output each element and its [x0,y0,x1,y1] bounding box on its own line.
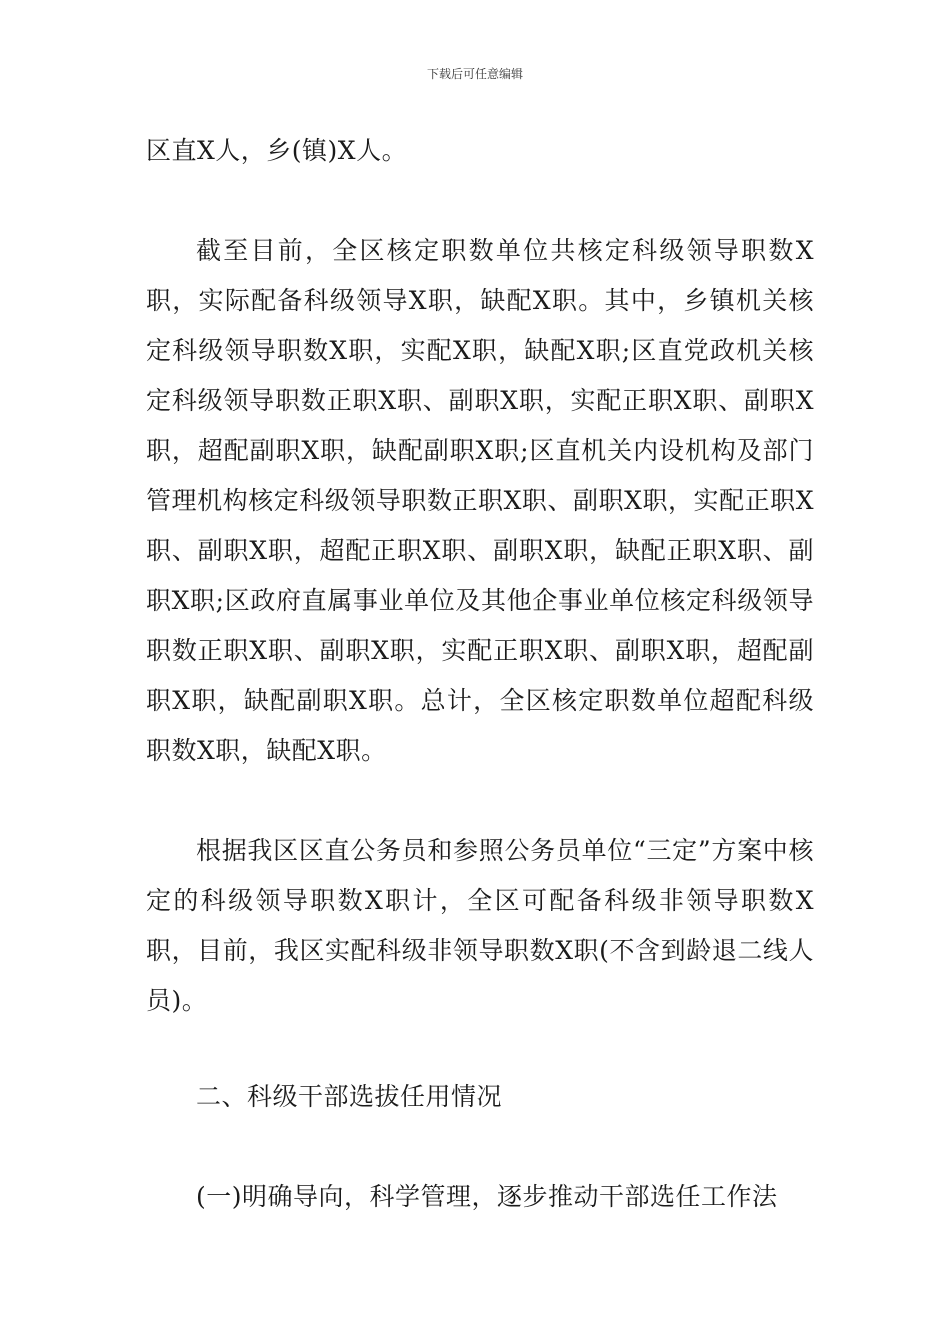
section-heading: 二、科级干部选拔任用情况 [196,1082,503,1111]
paragraph-1: 区直X人，乡(镇)X人。 [146,136,408,165]
paragraph-2: 截至目前，全区核定职数单位共核定科级领导职数X职，实际配备科级领导X职，缺配X职。其中，乡镇机关核定科级领导职数X职，实配X职，缺配X职;区直党政机关核定科级领导职数正职X职、副职X职，实配正职X职、副职X职，超配副职X职，缺配副职X职;区直机关内设机构及部门管理机构核定科级领导职数正职X职、副职X职，实配正职X职、副职X职，超配正职X职、副职X职，缺配正职X职、副职X职;区政府直属事业单位及其他企事业单位核定科级领导职数正职X职、副职X职，实配正职X职、副职X职，超配副职X职，缺配副职X职。总计，全区核定职数单位超配科级职数X职，缺配X职。 [146,236,814,765]
subsection-heading: (一)明确导向，科学管理，逐步推动干部选任工作法 [196,1182,778,1211]
paragraph-3: 根据我区区直公务员和参照公务员单位“三定”方案中核定的科级领导职数X职计，全区可配备科级非领导职数X职，目前，我区实配科级非领导职数X职(不含到龄退二线人员)。 [146,836,814,1015]
header-note: 下载后可任意编辑 [426,67,523,81]
